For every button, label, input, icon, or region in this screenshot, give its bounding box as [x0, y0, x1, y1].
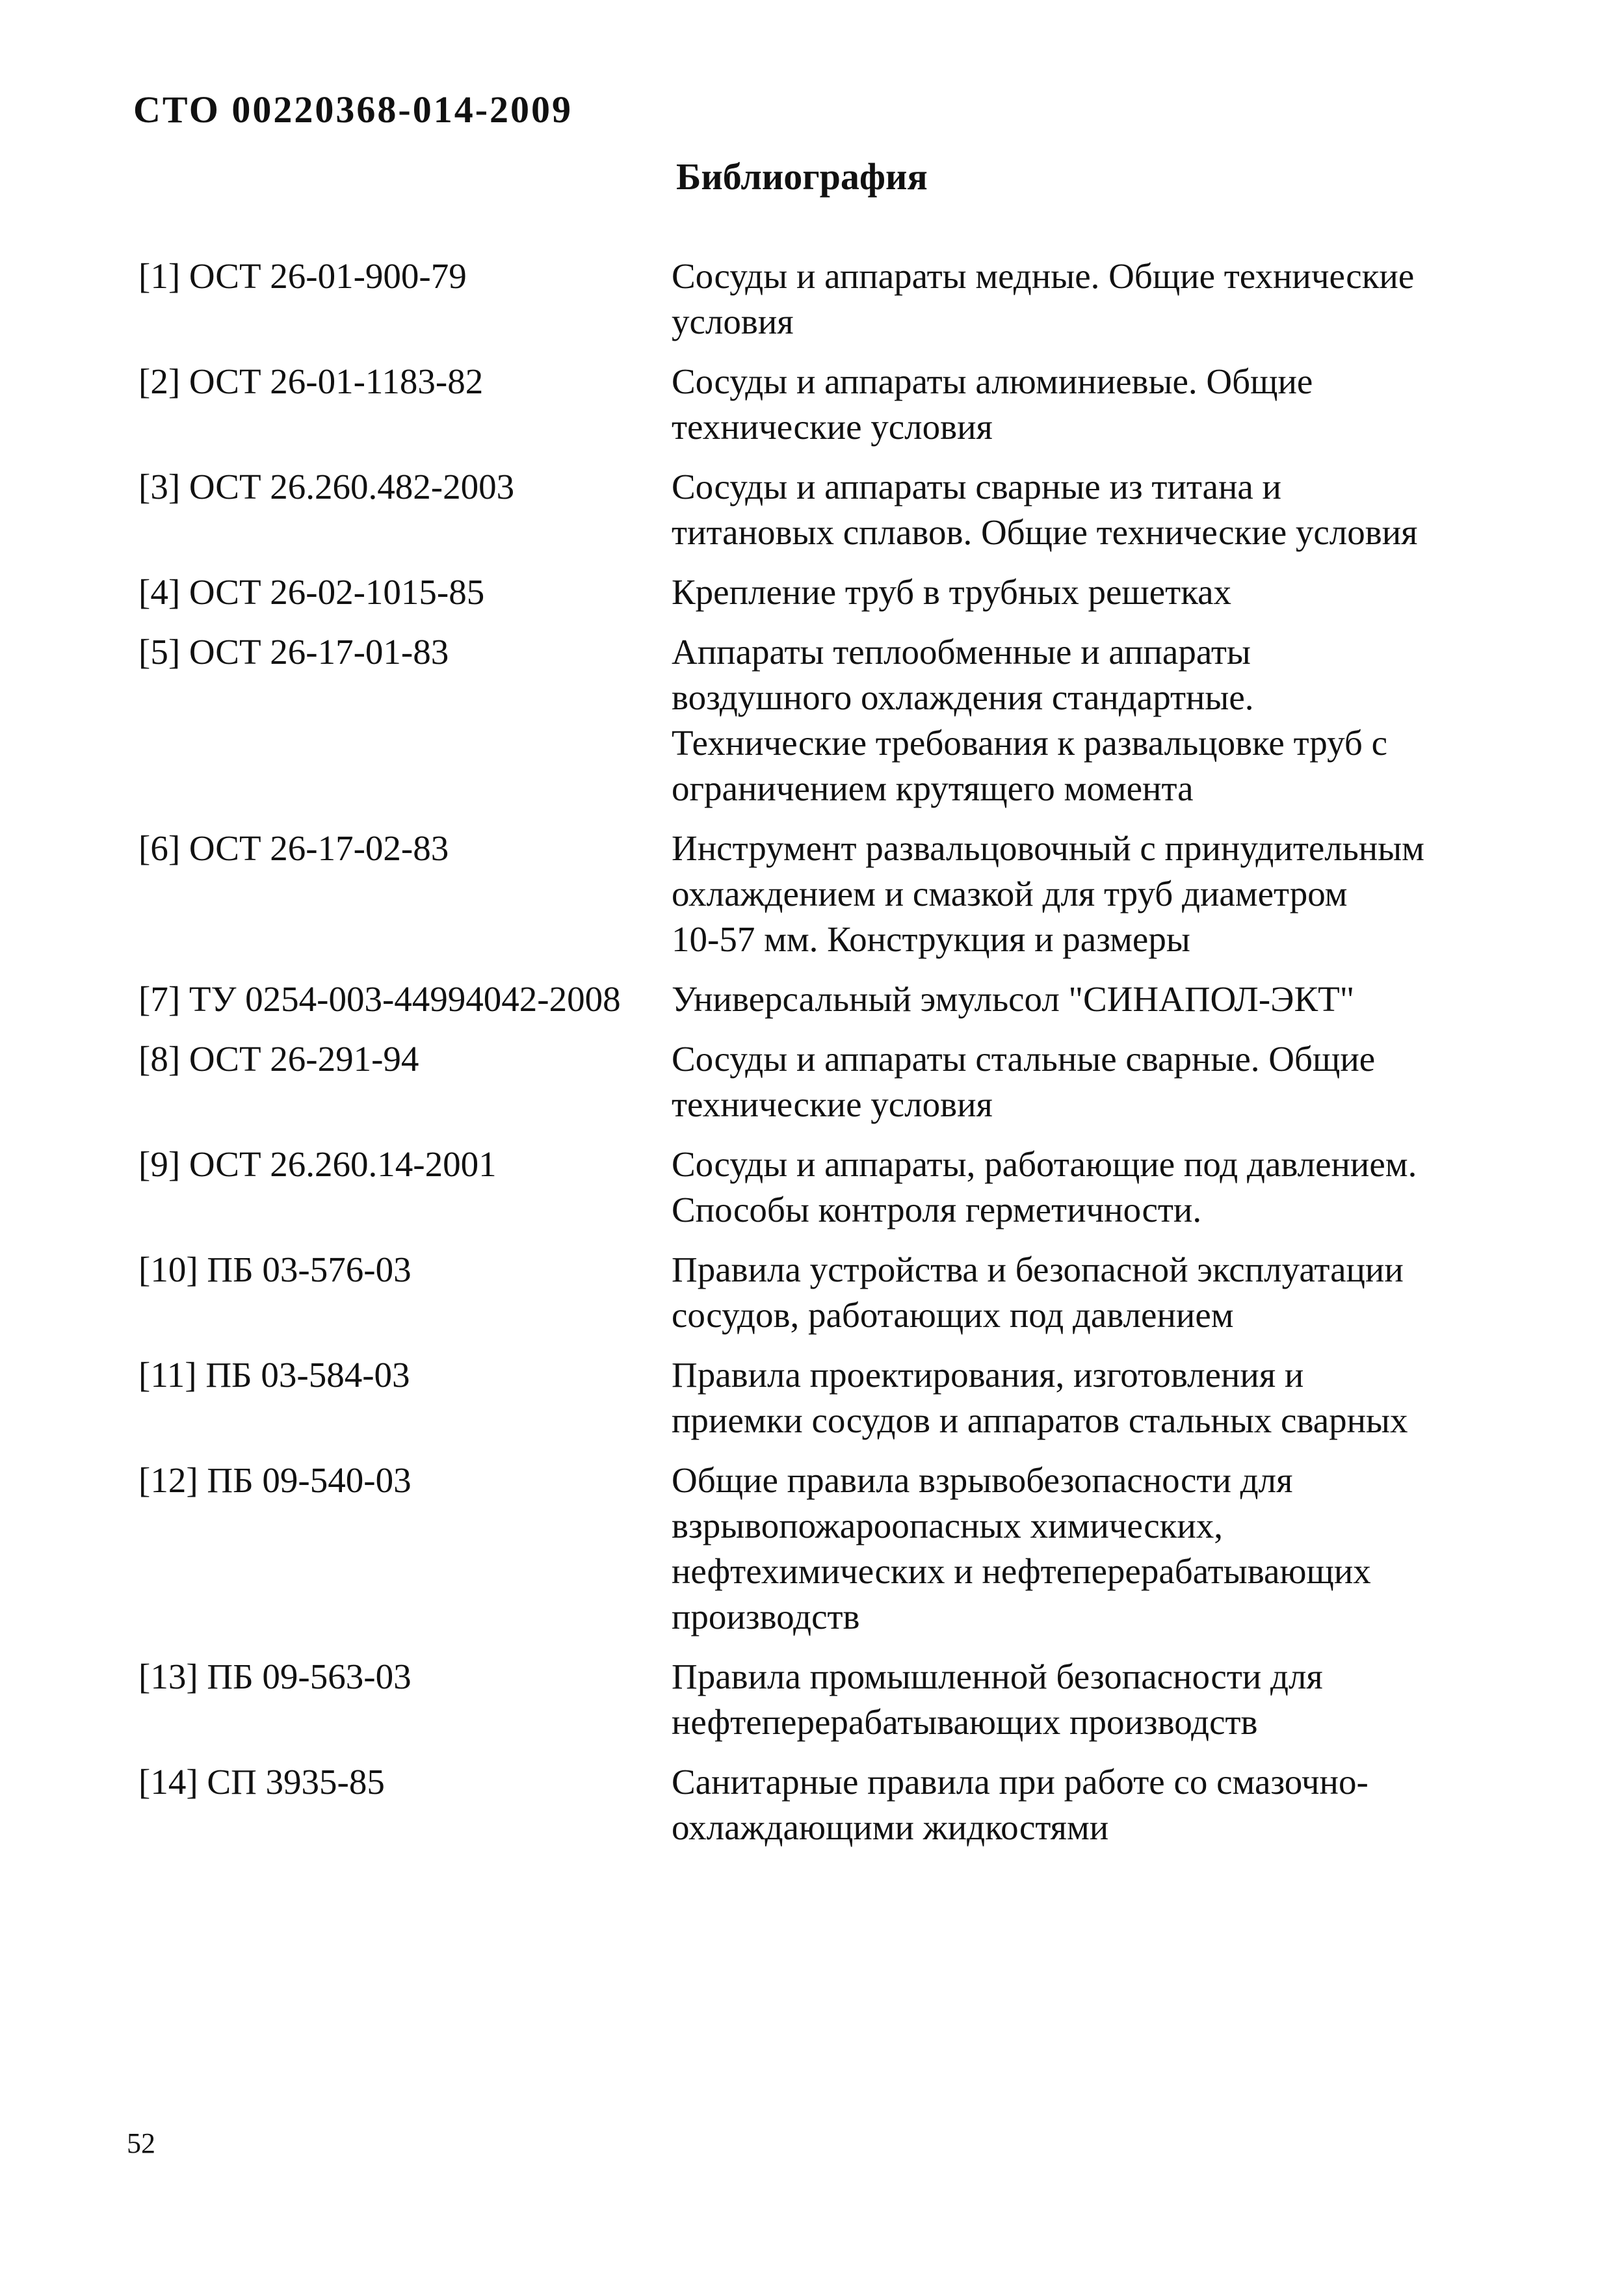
- bibliography-entry: [138, 1036, 1510, 1127]
- entry-reference: [7] ТУ 0254-003-44994042-2008: [138, 979, 621, 1019]
- entry-title: Крепление труб в трубных решетках: [672, 572, 1232, 612]
- entry-title: Универсальный эмульсол "СИНАПОЛ-ЭКТ": [672, 979, 1355, 1019]
- entry-reference: [12] ПБ 09-540-03: [138, 1460, 412, 1500]
- bibliography-entry: [138, 1352, 1510, 1443]
- bibliography-entry: [138, 1247, 1510, 1338]
- entry-title: Правила промышленной безопасности для нефтеперерабатывающих производств: [672, 1657, 1323, 1742]
- entry-reference: [14] СП 3935-85: [138, 1762, 385, 1802]
- entry-reference: [9] ОСТ 26.260.14-2001: [138, 1144, 497, 1184]
- entry-reference: [4] ОСТ 26-02-1015-85: [138, 572, 485, 612]
- bibliography-entry: [138, 977, 1510, 1022]
- bibliography-entry: [138, 1759, 1510, 1850]
- entry-title: Санитарные правила при работе со смазочно- охлаждающими жидкостями: [672, 1762, 1369, 1847]
- entry-title: Правила устройства и безопасной эксплуатации сосудов, работающих под давлением: [672, 1250, 1404, 1335]
- entry-reference: [11] ПБ 03-584-03: [138, 1355, 410, 1395]
- bibliography-entry: [138, 1142, 1510, 1233]
- entry-reference: [5] ОСТ 26-17-01-83: [138, 632, 449, 672]
- entry-reference: [13] ПБ 09-563-03: [138, 1657, 412, 1696]
- entry-title: Аппараты теплообменные и аппараты воздушного охлаждения стандартные. Технические требования к развальцовке труб с ограничением крутящего момента: [672, 632, 1387, 808]
- bibliography-entry: [138, 1654, 1510, 1745]
- document-code-header: СТО 00220368-014-2009: [133, 88, 573, 131]
- entry-title: Правила проектирования, изготовления и приемки сосудов и аппаратов стальных сварных: [672, 1355, 1408, 1440]
- bibliography-list: [138, 254, 1510, 1865]
- section-title: Библиография: [676, 155, 928, 198]
- bibliography-entry: [138, 359, 1510, 450]
- bibliography-entry: [138, 464, 1510, 555]
- entry-title: Сосуды и аппараты медные. Общие технические условия: [672, 256, 1415, 341]
- entry-reference: [10] ПБ 03-576-03: [138, 1250, 412, 1289]
- bibliography-entry: [138, 629, 1510, 811]
- entry-reference: [2] ОСТ 26-01-1183-82: [138, 361, 484, 401]
- entry-reference: [6] ОСТ 26-17-02-83: [138, 828, 449, 868]
- entry-title: Сосуды и аппараты алюминиевые. Общие технические условия: [672, 361, 1313, 447]
- entry-title: Сосуды и аппараты стальные сварные. Общие технические условия: [672, 1039, 1376, 1124]
- entry-reference: [8] ОСТ 26-291-94: [138, 1039, 419, 1079]
- bibliography-entry: [138, 570, 1510, 615]
- bibliography-entry: [138, 254, 1510, 345]
- bibliography-entry: [138, 826, 1510, 962]
- entry-title: Сосуды и аппараты сварные из титана и титановых сплавов. Общие технические условия: [672, 467, 1418, 552]
- entry-title: Сосуды и аппараты, работающие под давлением. Способы контроля герметичности.: [672, 1144, 1417, 1229]
- bibliography-entry: [138, 1458, 1510, 1640]
- entry-reference: [3] ОСТ 26.260.482-2003: [138, 467, 515, 506]
- entry-title: Общие правила взрывобезопасности для взрывопожароопасных химических, нефтехимических и нефтеперерабатывающих производств: [672, 1460, 1371, 1636]
- entry-reference: [1] ОСТ 26-01-900-79: [138, 256, 467, 296]
- entry-title: Инструмент развальцовочный с принудительным охлаждением и смазкой для труб диаметром 10-57 мм. Конструкция и размеры: [672, 828, 1424, 959]
- page-number: 52: [127, 2127, 155, 2159]
